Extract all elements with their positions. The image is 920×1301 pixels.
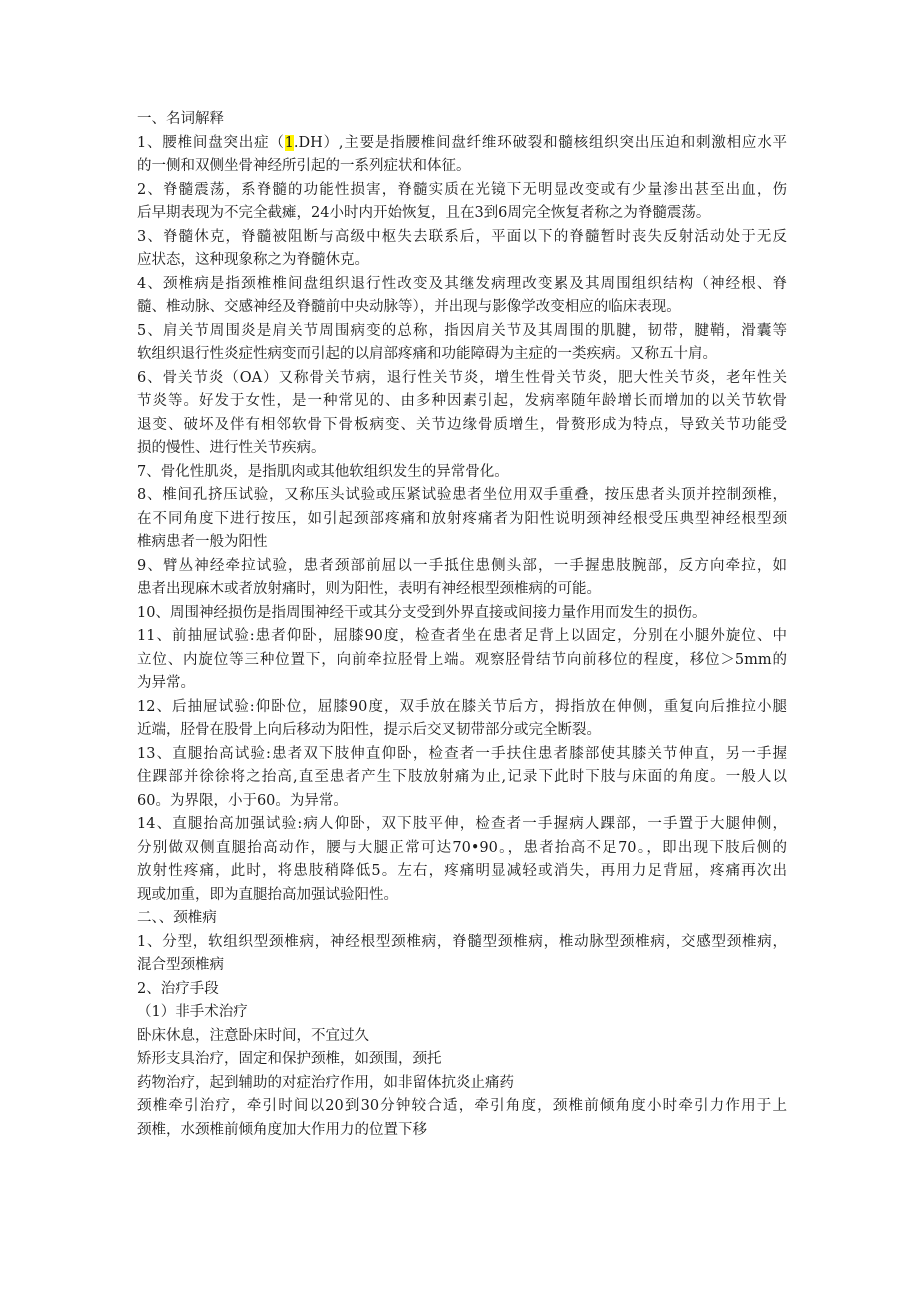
definition-item-2 [137, 179, 787, 226]
treatment-line: 药物治疗，起到辅助的对症治疗作用，如非留体抗炎止痛药 [137, 1074, 514, 1091]
definition-item-1 [137, 132, 787, 179]
definition-line: 5、肩关节周围炎是肩关节周围病变的总称，指因肩关节及其周围的肌腱，韧带，腱鞘，滑囊等 [137, 322, 787, 339]
definition-item-6 [137, 367, 787, 461]
definition-text: .DH）,主要是指腰椎间盘纤维环破裂和髓核组织突出压迫和刺激相应水平 [293, 134, 787, 151]
definition-line: 节炎等。好发于女性，是一种常见的、由多种因素引起，发病率随年龄增长而增加的以关节软骨 [137, 393, 787, 409]
definition-item-8 [137, 484, 787, 555]
definition-item-12 [137, 696, 787, 743]
definition-item-10 [137, 602, 787, 626]
definition-text: 1、腰椎间盘突出症（ [137, 134, 285, 151]
body-line: 混合型颈椎病 [137, 957, 224, 973]
definition-line: 髓、椎动脉、交感神经及脊髓前中央动脉等），并出现与影像学改变相应的临床表现。 [137, 299, 681, 315]
section-title: 二、、颈椎病 [137, 910, 217, 926]
definition-item-5 [137, 320, 787, 367]
definition-line: 的一侧和双侧坐骨神经所引起的一系列症状和体征。 [137, 158, 471, 174]
definition-line: 软组织退行性炎症性病变而引起的以肩部疼痛和功能障碍为主症的一类疾病。又称五十肩。 [137, 346, 717, 362]
definition-line: 患者出现麻木或者放射痛时，则为阳性，表明有神经根型颈椎病的可能。 [137, 581, 601, 597]
treatment-list [137, 1025, 787, 1143]
definition-item-9 [137, 555, 787, 602]
definition-item-4 [137, 273, 787, 320]
definition-line: 11、前抽屉试验:患者仰卧，屈膝90度，检查者坐在患者足背上以固定，分别在小腿外旋位、中 [137, 628, 787, 644]
definition-line: 为异常。 [137, 675, 195, 691]
definition-line: 14、直腿抬高加强试验:病人仰卧，双下肢平伸，检查者一手握病人踝部，一手置于大腿伸侧， [137, 816, 787, 832]
definition-item-7 [137, 461, 787, 485]
definition-item-13 [137, 743, 787, 814]
section-title: 一、名词解释 [137, 111, 224, 127]
treatment-line: 颈椎，水颈椎前倾角度加大作用力的位置下移 [137, 1121, 427, 1138]
definition-line: 2、脊髓震荡，系脊髓的功能性损害，脊髓实质在光镜下无明显改变或有少量渗出甚至出血，伤 [137, 181, 787, 198]
definition-line: 分别做双侧直腿抬高动作，腰与大腿正常可达70•90。，患者抬高不足70。，即出现下肢后侧的 [137, 839, 787, 856]
cervical-types-item [137, 931, 787, 978]
definition-line: 6、骨关节炎（OA）又称骨关节病，退行性关节炎，增生性骨关节炎，肥大性关节炎，老年性关 [137, 369, 787, 386]
document-page [137, 108, 787, 1142]
body-line: 1、分型，软组织型颈椎病，神经根型颈椎病，脊髓型颈椎病，椎动脉型颈椎病，交感型颈椎病， [137, 933, 787, 950]
highlighted-text: 1 [284, 134, 294, 151]
definition-line: 3、脊髓休克，脊髓被阻断与高级中枢失去联系后，平面以下的脊髓暂时丧失反射活动处于无反 [137, 228, 787, 245]
definition-line: 应状态，这种现象称之为脊髓休克。 [137, 252, 369, 268]
treatment-line: 矫形支具治疗，固定和保护颈椎，如颈围，颈托 [137, 1051, 442, 1067]
definition-line: 损的慢性、进行性关节疾病。 [137, 440, 326, 456]
definition-line: 近端，胫骨在股骨上向后移动为阳性，提示后交叉韧带部分或完全断裂。 [137, 722, 601, 738]
definition-line: 退变、破坏及伴有相邻软骨下骨板病变、关节边缘骨质增生，骨赘形成为特点，导致关节功能受 [137, 416, 787, 433]
definition-line: 7、骨化性肌炎，是指肌肉或其他软组织发生的异常骨化。 [137, 463, 509, 480]
definition-line: 放射性疼痛，此时，将患肢稍降低5。左右，疼痛明显减轻或消失，再用力足背屈，疼痛再次出 [137, 863, 787, 879]
definition-line: 8、椎间孔挤压试验，又称压头试验或压紧试验患者坐位用双手重叠，按压患者头顶并控制颈椎， [137, 487, 787, 503]
definition-item-14 [137, 813, 787, 907]
definition-line: 现或加重，即为直腿抬高加强试验阳性。 [137, 886, 398, 903]
definition-line: 住踝部并徐徐将之抬高,直至患者产生下肢放射痛为止,记录下此时下肢与床面的角度。一般人以 [137, 769, 787, 785]
treatment-line: 颈椎牵引治疗，牵引时间以20到30分钟较合适，牵引角度，颈椎前倾角度小时牵引力作用于上 [137, 1098, 787, 1114]
definition-line: 4、颈椎病是指颈椎椎间盘组织退行性改变及其继发病理改变累及其周围组织结构（神经根、脊 [137, 275, 787, 292]
definition-line: 后早期表现为不完全截瘫，24小时内开始恢复，且在3到6周完全恢复者称之为脊髓震荡。 [137, 205, 711, 221]
definition-line: 在不同角度下进行按压，如引起颈部疼痛和放射疼痛者为阳性说明颈神经根受压典型神经根型颈 [137, 510, 787, 527]
definition-line: 椎病患者一般为阳性 [137, 534, 268, 550]
definition-item-11 [137, 625, 787, 696]
definition-line: 60。为界限，小于60。为异常。 [137, 792, 348, 809]
definition-line: 立位、内旋位等三种位置下，向前牵拉胫骨上端。观察胫骨结节向前移位的程度，移位＞5mm的 [137, 651, 787, 668]
treatment-line: 卧床休息，注意卧床时间，不宜过久 [137, 1027, 369, 1044]
definition-line: 12、后抽屉试验:仰卧位，屈膝90度，双手放在膝关节后方，拇指放在伸侧，重复向后推拉小腿 [137, 698, 787, 715]
definition-line: 9、臂丛神经牵拉试验，患者颈部前屈以一手抵住患侧头部，一手握患肢腕部，反方向牵拉，如 [137, 557, 787, 574]
definition-line: 13、直腿抬高试验:患者双下肢伸直仰卧，检查者一手扶住患者膝部使其膝关节伸直，另一手握 [137, 745, 787, 762]
subsection-title: （1）非手术治疗 [137, 1004, 248, 1020]
definition-line [137, 132, 787, 156]
definition-item-3 [137, 226, 787, 273]
definition-line: 10、周围神经损伤是指周围神经干或其分支受到外界直接或间接力量作用而发生的损伤。 [137, 604, 707, 621]
subsection-title: 2、治疗手段 [137, 980, 219, 997]
